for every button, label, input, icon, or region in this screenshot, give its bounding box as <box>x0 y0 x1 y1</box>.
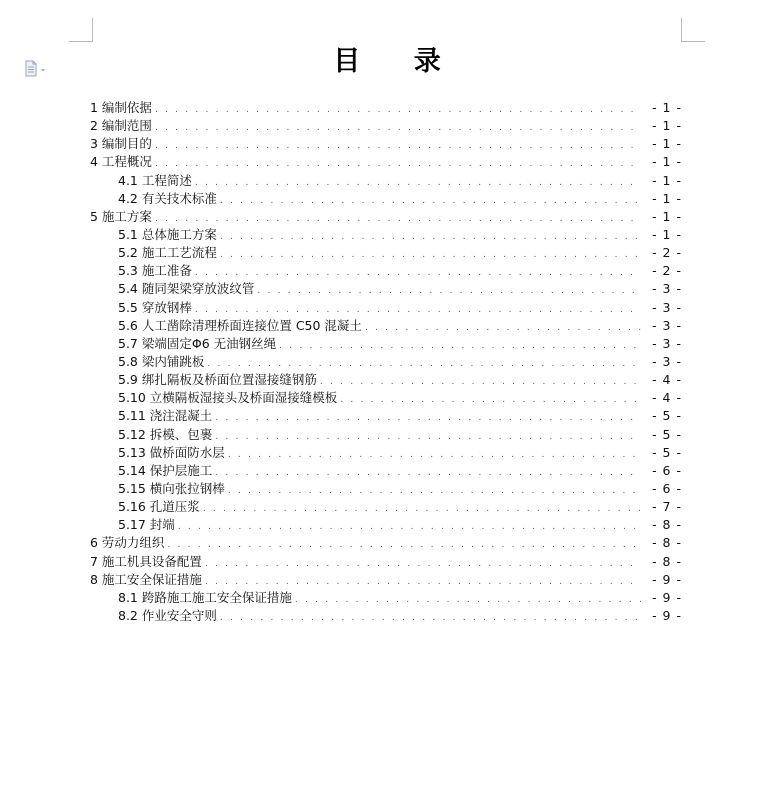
toc-entry-label: 5.16 孔道压浆 <box>118 499 200 515</box>
toc-dot-leader <box>205 555 641 573</box>
page-title: 目 录 <box>333 46 463 77</box>
toc-entry[interactable] <box>90 462 682 480</box>
toc-dot-leader <box>295 591 641 609</box>
toc-dot-leader <box>220 609 641 627</box>
toc-dot-leader <box>155 119 641 137</box>
toc-entry[interactable] <box>90 498 682 516</box>
toc-entry-label: 8 施工安全保证措施 <box>90 571 202 587</box>
toc-entry-label: 5.15 横向张拉钢棒 <box>118 480 225 496</box>
toc-entry-label: 5.7 梁端固定Φ6 无油钢丝绳 <box>118 335 277 351</box>
toc-entry[interactable] <box>90 607 682 625</box>
toc-entry-page-number: - 9 - <box>652 607 682 623</box>
toc-entry[interactable] <box>90 208 682 226</box>
toc-entry-label: 5.1 总体施工方案 <box>118 226 217 242</box>
toc-entry-label: 5.5 穿放钢棒 <box>118 299 192 315</box>
toc-entry[interactable] <box>90 262 682 280</box>
toc-entry-label: 5.11 浇注混凝土 <box>118 408 213 424</box>
toc-entry-label: 7 施工机具设备配置 <box>90 553 202 569</box>
toc-entry[interactable] <box>90 117 682 135</box>
toc-entry-page-number: - 6 - <box>652 462 682 478</box>
toc-dot-leader <box>320 373 641 391</box>
toc-entry-page-number: - 8 - <box>652 553 682 569</box>
toc-dot-leader <box>203 500 641 518</box>
toc-entry-label: 6 劳动力组织 <box>90 535 165 551</box>
toc-entry[interactable] <box>90 190 682 208</box>
toc-entry-label: 8.2 作业安全守则 <box>118 607 217 623</box>
toc-entry-label: 5.13 做桥面防水层 <box>118 444 225 460</box>
toc-entry-label: 2 编制范围 <box>90 118 152 134</box>
toc-dot-leader <box>155 155 641 173</box>
toc-entry[interactable] <box>90 153 682 171</box>
toc-dot-leader <box>220 246 641 264</box>
toc-entry[interactable] <box>90 280 682 298</box>
toc-dot-leader <box>340 391 641 409</box>
toc-entry-label: 5.3 施工准备 <box>118 263 192 279</box>
toc-entry-page-number: - 1 - <box>652 100 682 115</box>
toc-dot-leader <box>155 210 641 228</box>
toc-entry[interactable] <box>90 353 682 371</box>
toc-entry[interactable] <box>90 135 682 153</box>
toc-entry-page-number: - 1 - <box>652 172 682 188</box>
toc-entry-page-number: - 4 - <box>652 390 682 406</box>
toc-dot-leader <box>220 192 641 210</box>
toc-entry[interactable] <box>90 534 682 552</box>
toc-entry[interactable] <box>90 299 682 317</box>
toc-entry-page-number: - 6 - <box>652 480 682 496</box>
toc-entry[interactable] <box>90 571 682 589</box>
toc-dot-leader <box>167 536 641 554</box>
toc-entry-label: 3 编制目的 <box>90 136 152 152</box>
toc-dot-leader <box>195 174 641 192</box>
toc-entry[interactable] <box>90 371 682 389</box>
toc-dot-leader <box>178 518 641 536</box>
toc-entry-page-number: - 1 - <box>652 154 682 170</box>
toc-entry[interactable] <box>90 480 682 498</box>
toc-entry-page-number: - 3 - <box>652 317 682 333</box>
toc-entry[interactable] <box>90 99 682 117</box>
toc-entry-page-number: - 1 - <box>652 190 682 206</box>
toc-dot-leader <box>215 409 641 427</box>
toc-entry-page-number: - 5 - <box>652 426 682 442</box>
toc-entry-label: 5.8 梁内铺跳板 <box>118 353 205 369</box>
toc-entry[interactable] <box>90 516 682 534</box>
toc-entry-page-number: - 1 - <box>652 226 682 242</box>
toc-dot-leader <box>257 282 641 300</box>
toc-entry[interactable] <box>90 589 682 607</box>
toc-dot-leader <box>279 337 641 355</box>
toc-entry[interactable] <box>90 426 682 444</box>
toc-entry-label: 5.9 绑扎隔板及桥面位置湿接缝钢筋 <box>118 372 317 388</box>
toc-entry-page-number: - 3 - <box>652 299 682 315</box>
toc-entry-page-number: - 8 - <box>652 535 682 551</box>
toc-entry-page-number: - 5 - <box>652 444 682 460</box>
toc-entry-page-number: - 8 - <box>652 517 682 533</box>
toc-dot-leader <box>365 319 641 337</box>
toc-entry-label: 5.14 保护层施工 <box>118 462 213 478</box>
toc-entry[interactable] <box>90 553 682 571</box>
toc-dot-leader <box>215 428 641 446</box>
toc-dot-leader <box>155 101 641 119</box>
toc-entry-label: 5.2 施工工艺流程 <box>118 245 217 261</box>
toc-entry[interactable] <box>90 335 682 353</box>
toc-entry[interactable] <box>90 317 682 335</box>
toc-entry[interactable] <box>90 226 682 244</box>
toc-entry-page-number: - 9 - <box>652 589 682 605</box>
margin-corner-top-left <box>69 18 93 42</box>
table-of-contents <box>90 99 682 625</box>
toc-entry-page-number: - 9 - <box>652 571 682 587</box>
toc-entry-page-number: - 1 - <box>652 136 682 152</box>
toc-entry[interactable] <box>90 444 682 462</box>
toc-entry-page-number: - 1 - <box>652 118 682 134</box>
toc-dot-leader <box>220 228 641 246</box>
toc-entry[interactable] <box>90 172 682 190</box>
toc-entry-label: 8.1 跨路施工施工安全保证措施 <box>118 589 292 605</box>
toc-entry-page-number: - 1 - <box>652 208 682 224</box>
toc-entry-page-number: - 3 - <box>652 335 682 351</box>
toc-entry-page-number: - 3 - <box>652 281 682 297</box>
toc-dot-leader <box>155 137 641 155</box>
toc-entry-label: 5.12 拆模、包裹 <box>118 426 213 442</box>
toc-dot-leader <box>228 446 641 464</box>
toc-entry-label: 4.2 有关技术标准 <box>118 190 217 206</box>
toc-entry-label: 4.1 工程简述 <box>118 172 192 188</box>
toc-dot-leader <box>228 482 641 500</box>
toc-entry-label: 4 工程概况 <box>90 154 152 170</box>
toc-entry-page-number: - 5 - <box>652 408 682 424</box>
toc-entry-label: 5.10 立横隔板湿接头及桥面湿接缝模板 <box>118 390 338 406</box>
toc-entry-page-number: - 4 - <box>652 372 682 388</box>
margin-corner-top-right <box>681 18 705 42</box>
toc-dot-leader <box>195 264 641 282</box>
toc-entry-label: 5.17 封端 <box>118 517 175 533</box>
toc-entry-page-number: - 2 - <box>652 263 682 279</box>
toc-entry-page-number: - 2 - <box>652 245 682 261</box>
toc-entry-label: 5 施工方案 <box>90 208 152 224</box>
toc-dot-leader <box>215 464 641 482</box>
toc-entry[interactable] <box>90 407 682 425</box>
toc-entry[interactable] <box>90 389 682 407</box>
toc-entry[interactable] <box>90 244 682 262</box>
toc-entry-label: 5.4 随同架梁穿放波纹管 <box>118 281 255 297</box>
toc-entry-label: 5.6 人工凿除清理桥面连接位置 C50 混凝土 <box>118 317 362 333</box>
toc-entry-label: 1 编制依据 <box>90 100 152 115</box>
toc-entry-page-number: - 3 - <box>652 353 682 369</box>
toc-entry-page-number: - 7 - <box>652 499 682 515</box>
